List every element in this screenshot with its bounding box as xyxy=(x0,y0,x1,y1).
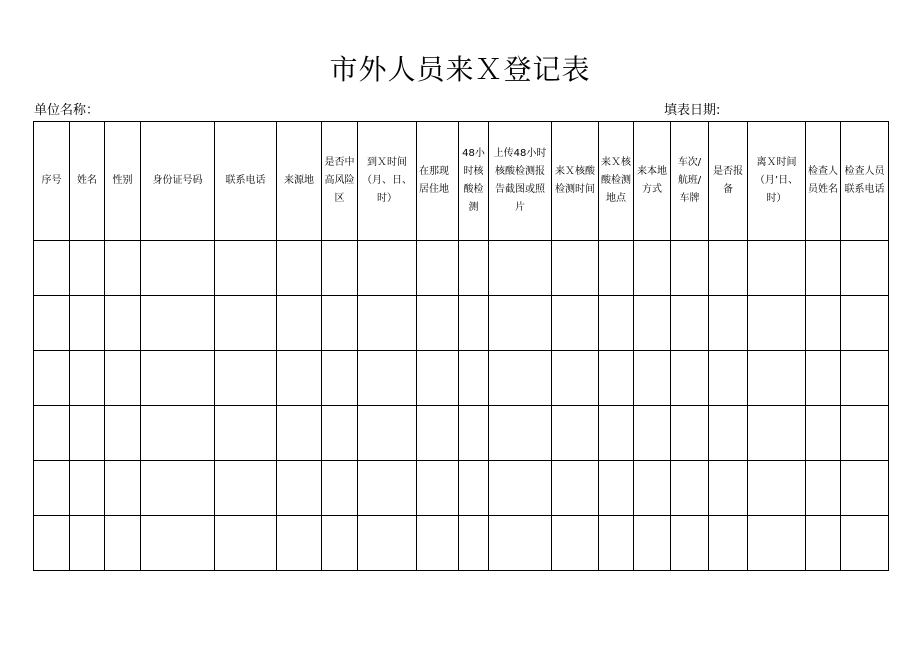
table-cell[interactable] xyxy=(358,516,417,571)
table-cell[interactable] xyxy=(599,461,634,516)
table-cell[interactable] xyxy=(709,516,748,571)
table-cell[interactable] xyxy=(552,296,599,351)
table-cell[interactable] xyxy=(806,296,841,351)
table-cell[interactable] xyxy=(552,351,599,406)
table-cell[interactable] xyxy=(489,351,552,406)
header-cell-test-time: 来Ｘ核酸检测时间 xyxy=(552,122,599,241)
table-cell[interactable] xyxy=(417,461,459,516)
table-cell[interactable] xyxy=(671,241,709,296)
header-cell-travel-mode: 来本地方式 xyxy=(634,122,671,241)
table-body xyxy=(34,241,889,571)
table-cell[interactable] xyxy=(634,406,671,461)
table-cell[interactable] xyxy=(34,296,70,351)
table-cell[interactable] xyxy=(709,351,748,406)
table-cell[interactable] xyxy=(806,461,841,516)
registration-table xyxy=(33,121,889,571)
table-cell[interactable] xyxy=(322,461,358,516)
table-cell[interactable] xyxy=(277,516,322,571)
table-cell[interactable] xyxy=(806,241,841,296)
table-cell[interactable] xyxy=(105,406,141,461)
table-cell[interactable] xyxy=(671,296,709,351)
table-cell[interactable] xyxy=(634,461,671,516)
header-cell-test-location: 来Ｘ核酸检测地点 xyxy=(599,122,634,241)
table-cell[interactable] xyxy=(215,296,277,351)
table-cell[interactable] xyxy=(806,351,841,406)
table-cell[interactable] xyxy=(358,296,417,351)
header-cell-departure-time: 离Ｘ时间（月’日、时） xyxy=(748,122,806,241)
table-row xyxy=(34,241,889,296)
table-cell[interactable] xyxy=(841,296,889,351)
table-cell[interactable] xyxy=(70,296,105,351)
table-cell[interactable] xyxy=(599,406,634,461)
table-cell[interactable] xyxy=(105,241,141,296)
table-cell[interactable] xyxy=(748,241,806,296)
table-cell[interactable] xyxy=(459,241,489,296)
table-cell[interactable] xyxy=(322,351,358,406)
table-cell[interactable] xyxy=(599,241,634,296)
table-cell[interactable] xyxy=(277,296,322,351)
table-cell[interactable] xyxy=(806,516,841,571)
table-cell[interactable] xyxy=(70,461,105,516)
table-cell[interactable] xyxy=(552,241,599,296)
table-cell[interactable] xyxy=(671,351,709,406)
table-cell[interactable] xyxy=(634,296,671,351)
table-cell[interactable] xyxy=(417,516,459,571)
table-cell[interactable] xyxy=(215,406,277,461)
table-cell[interactable] xyxy=(141,351,215,406)
header-cell-48h-test: 48小时核酸检测 xyxy=(459,122,489,241)
header-cell-residence: 在那现居住地 xyxy=(417,122,459,241)
table-cell[interactable] xyxy=(671,461,709,516)
table-cell[interactable] xyxy=(141,241,215,296)
table-cell[interactable] xyxy=(634,516,671,571)
table-cell[interactable] xyxy=(215,351,277,406)
table-cell[interactable] xyxy=(417,406,459,461)
table-cell[interactable] xyxy=(417,351,459,406)
table-cell[interactable] xyxy=(748,296,806,351)
table-cell[interactable] xyxy=(34,406,70,461)
header-cell-risk-area: 是否中高风险区 xyxy=(322,122,358,241)
table-cell[interactable] xyxy=(748,516,806,571)
table-cell[interactable] xyxy=(70,241,105,296)
table-cell[interactable] xyxy=(322,516,358,571)
table-cell[interactable] xyxy=(489,241,552,296)
table-cell[interactable] xyxy=(841,241,889,296)
table-cell[interactable] xyxy=(599,296,634,351)
table-row xyxy=(34,351,889,406)
table-cell[interactable] xyxy=(748,406,806,461)
table-cell[interactable] xyxy=(748,461,806,516)
table-cell[interactable] xyxy=(105,461,141,516)
header-cell-name: 姓名 xyxy=(70,122,105,241)
table-row xyxy=(34,461,889,516)
table-cell[interactable] xyxy=(709,461,748,516)
header-cell-inspector-name: 检查人员姓名 xyxy=(806,122,841,241)
header-cell-vehicle: 车次/航班/车牌 xyxy=(671,122,709,241)
table-cell[interactable] xyxy=(634,241,671,296)
table-cell[interactable] xyxy=(489,296,552,351)
table-cell[interactable] xyxy=(141,296,215,351)
header-cell-arrival-time: 到Ｘ时间（月、日、时） xyxy=(358,122,417,241)
table-cell[interactable] xyxy=(277,406,322,461)
table-cell[interactable] xyxy=(806,406,841,461)
table-cell[interactable] xyxy=(552,461,599,516)
table-cell[interactable] xyxy=(70,516,105,571)
table-cell[interactable] xyxy=(358,406,417,461)
header-cell-test-report: 上传48小时核酸检测报告截图或照片 xyxy=(489,122,552,241)
table-cell[interactable] xyxy=(34,351,70,406)
table-cell[interactable] xyxy=(634,351,671,406)
table-cell[interactable] xyxy=(489,406,552,461)
table-cell[interactable] xyxy=(34,461,70,516)
table-cell[interactable] xyxy=(671,516,709,571)
table-cell[interactable] xyxy=(552,406,599,461)
table-cell[interactable] xyxy=(322,296,358,351)
table-cell[interactable] xyxy=(709,406,748,461)
table-cell[interactable] xyxy=(841,406,889,461)
table-cell[interactable] xyxy=(70,406,105,461)
table-cell[interactable] xyxy=(277,461,322,516)
page-title: 市外人员来Ｘ登记表 xyxy=(329,53,591,86)
header-cell-origin: 来源地 xyxy=(277,122,322,241)
table-cell[interactable] xyxy=(841,516,889,571)
table-cell[interactable] xyxy=(141,516,215,571)
table-cell[interactable] xyxy=(459,516,489,571)
table-row xyxy=(34,406,889,461)
table-cell[interactable] xyxy=(105,351,141,406)
table-cell[interactable] xyxy=(105,296,141,351)
table-cell[interactable] xyxy=(417,241,459,296)
table-cell[interactable] xyxy=(552,516,599,571)
table-cell[interactable] xyxy=(599,516,634,571)
table-row xyxy=(34,296,889,351)
table-cell[interactable] xyxy=(841,461,889,516)
table-cell[interactable] xyxy=(215,241,277,296)
table-cell[interactable] xyxy=(70,351,105,406)
table-cell[interactable] xyxy=(358,241,417,296)
table-cell[interactable] xyxy=(358,351,417,406)
table-cell[interactable] xyxy=(459,351,489,406)
table-cell[interactable] xyxy=(277,241,322,296)
table-cell[interactable] xyxy=(709,296,748,351)
header-row xyxy=(34,122,889,241)
table-cell[interactable] xyxy=(671,406,709,461)
table-cell[interactable] xyxy=(277,351,322,406)
unit-name-label: 单位名称： xyxy=(34,103,100,118)
table-cell[interactable] xyxy=(141,461,215,516)
table-cell[interactable] xyxy=(459,406,489,461)
header-cell-reported: 是否报备 xyxy=(709,122,748,241)
header-cell-phone: 联系电话 xyxy=(215,122,277,241)
table-cell[interactable] xyxy=(34,516,70,571)
table-cell[interactable] xyxy=(215,461,277,516)
table-cell[interactable] xyxy=(141,406,215,461)
table-cell[interactable] xyxy=(417,296,459,351)
table-cell[interactable] xyxy=(459,296,489,351)
table-cell[interactable] xyxy=(841,351,889,406)
table-cell[interactable] xyxy=(489,516,552,571)
table-cell[interactable] xyxy=(322,241,358,296)
table-cell[interactable] xyxy=(599,351,634,406)
table-cell[interactable] xyxy=(358,461,417,516)
table-cell[interactable] xyxy=(215,516,277,571)
table-cell[interactable] xyxy=(105,516,141,571)
header-cell-inspector-phone: 检查人员联系电话 xyxy=(841,122,889,241)
table-cell[interactable] xyxy=(709,241,748,296)
fill-date-label: 填表日期: xyxy=(664,103,721,118)
table-cell[interactable] xyxy=(748,351,806,406)
table-row xyxy=(34,516,889,571)
header-cell-seq: 序号 xyxy=(34,122,70,241)
table-cell[interactable] xyxy=(322,406,358,461)
table-cell[interactable] xyxy=(459,461,489,516)
header-cell-id-number: 身份证号码 xyxy=(141,122,215,241)
header-cell-gender: 性别 xyxy=(105,122,141,241)
table-cell[interactable] xyxy=(489,461,552,516)
table-cell[interactable] xyxy=(34,241,70,296)
